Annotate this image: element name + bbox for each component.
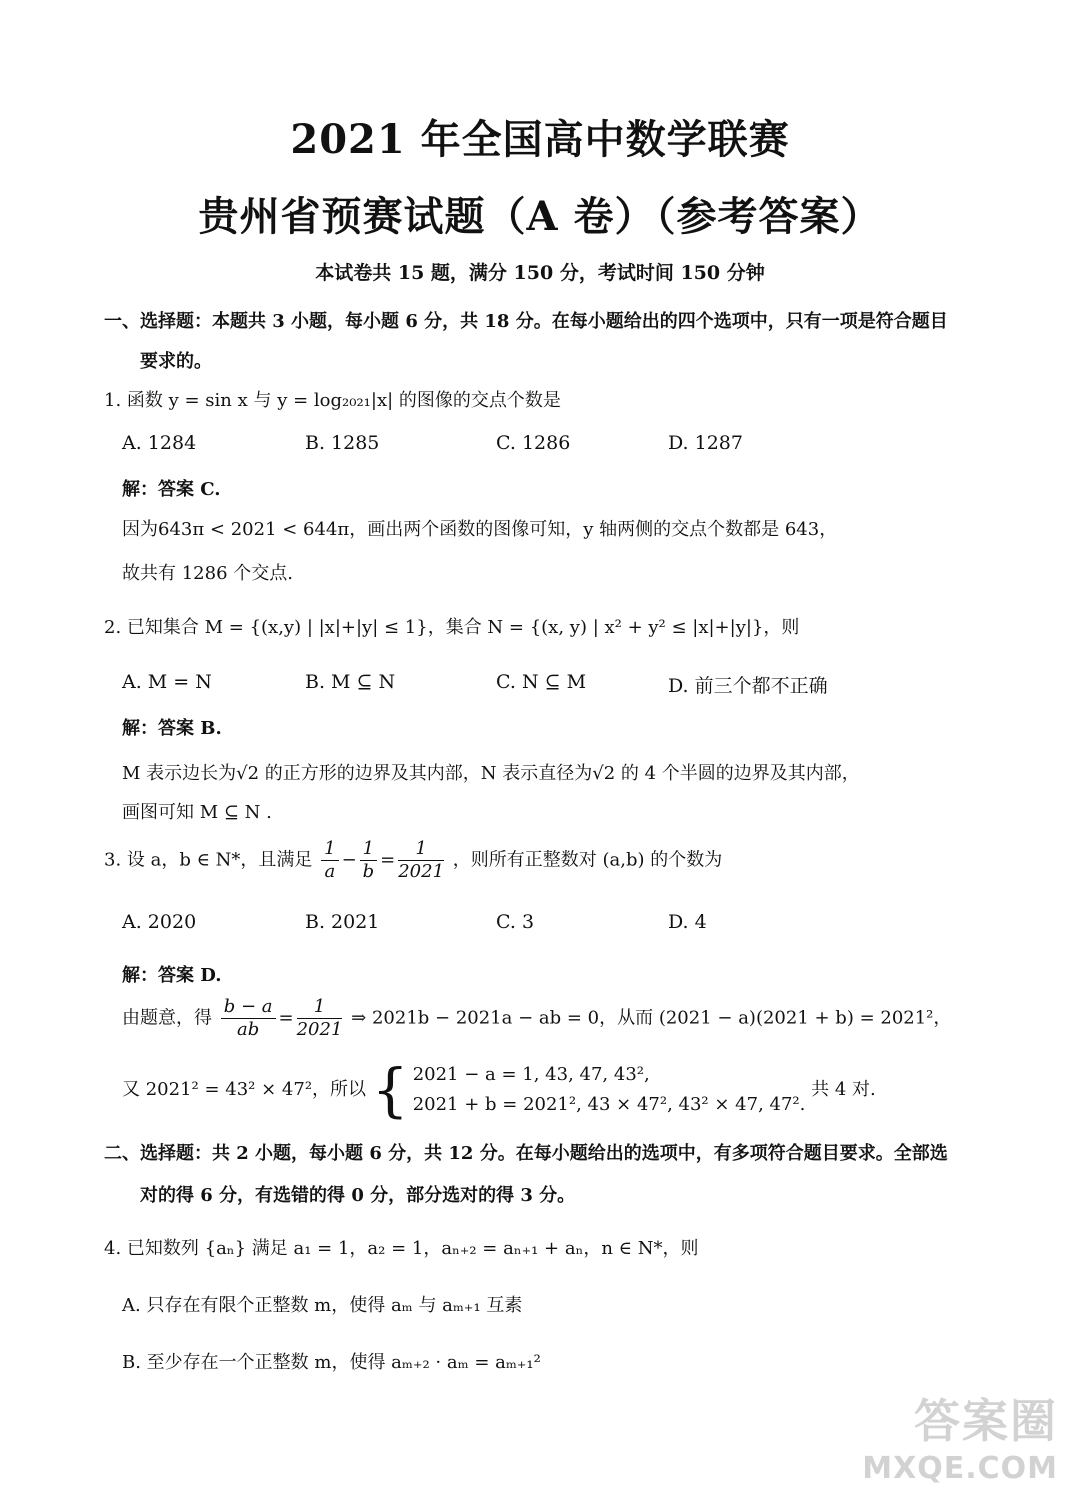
q1-answer: 解：答案 C. <box>122 479 221 500</box>
q3-stem-start: 3. 设 a，b ∈ N*，且满足 <box>104 849 313 871</box>
q2-option-b: B. M ⊆ N <box>305 671 396 693</box>
q1-stem: 1. 函数 y = sin x 与 y = log₂₀₂₁|x| 的图像的交点个数是 <box>104 390 561 411</box>
fraction-1-over-a: $\frac{1}{a}$ <box>321 838 338 883</box>
q1-solution-2: 故共有 1286 个交点. <box>122 563 293 584</box>
q3-option-a: A. 2020 <box>122 911 197 933</box>
q4-option-b: B. 至少存在一个正整数 m，使得 aₘ₊₂ · aₘ = aₘ₊₁² <box>122 1352 541 1373</box>
section-2-line-2: 对的得 6 分，有选错的得 0 分，部分选对的得 3 分。 <box>140 1185 576 1206</box>
system-line-1: 2021 − a = 1, 43, 47, 43², <box>412 1064 650 1085</box>
q1-option-a: A. 1284 <box>122 432 197 454</box>
q3-solution-2-start: 又 2021² = 43² × 47²，所以 <box>122 1079 367 1100</box>
q3-solution-1: 由题意，得 $\frac{b - a}{ab}$ = $\frac{1}{2021}$ ⇒ 2021b − 2021a − ab = 0，从而 (2021 − a)(2021 + b) = 2021²， <box>122 996 952 1040</box>
title-line-1: 2021 年全国高中数学联赛 <box>290 116 790 163</box>
q1-solution-1: 因为643π < 2021 < 644π，画出两个函数的图像可知，y 轴两侧的交点个数都是 643， <box>122 519 838 540</box>
fraction-b-minus-a-over-ab: $\frac{b - a}{ab}$ <box>221 996 276 1041</box>
fraction-1-over-2021: $\frac{1}{2021}$ <box>398 838 445 882</box>
fraction-1-over-2021-b: $\frac{1}{2021}$ <box>296 996 343 1040</box>
section-2-heading <box>104 1134 984 1216</box>
section-2-line-1: 二、选择题：共 2 小题，每小题 6 分，共 12 分。在每小题给出的选项中，有多项符合题目要求。全部选 <box>104 1143 948 1164</box>
q2-solution-1: M 表示边长为√2 的正方形的边界及其内部，N 表示直径为√2 的 4 个半圆的边界及其内部， <box>122 763 860 784</box>
section-1-heading <box>104 302 984 382</box>
q3-solution-2-end: 共 4 对. <box>811 1079 876 1100</box>
section-1-line-1: 一、选择题：本题共 3 小题，每小题 6 分，共 18 分。在每小题给出的四个选项中，只有一项是符合题目 <box>104 311 948 332</box>
fraction-1-over-b: $\frac{1}{b}$ <box>360 838 377 883</box>
equation-system <box>413 1060 806 1120</box>
title-line-2: 贵州省预赛试题（A 卷）（参考答案） <box>198 193 882 240</box>
left-brace: { <box>371 1056 409 1124</box>
q1-option-d: D. 1287 <box>668 432 743 454</box>
q2-option-d: D. 前三个都不正确 <box>668 675 828 697</box>
q1-option-b: B. 1285 <box>305 432 380 454</box>
q3-stem: 3. 设 a，b ∈ N*，且满足 $\frac{1}{a}$ − $\frac{1}{b}$ = $\frac{1}{2021}$ ，则所有正整数对 (a,b) 的个数为 <box>104 838 723 882</box>
system-line-2: 2021 + b = 2021², 43 × 47², 43² × 47, 47². <box>412 1094 806 1115</box>
watermark-url: MXQE.COM <box>862 1451 1058 1486</box>
watermark-logo: 答案圈 <box>914 1394 1058 1448</box>
exam-info: 本试卷共 15 题，满分 150 分，考试时间 150 分钟 <box>315 262 765 284</box>
q4-option-a: A. 只存在有限个正整数 m，使得 aₘ 与 aₘ₊₁ 互素 <box>122 1295 523 1316</box>
q3-stem-end: ，则所有正整数对 (a,b) 的个数为 <box>452 849 723 871</box>
section-1-line-2: 要求的。 <box>140 351 212 372</box>
q3-solution-2 <box>122 1056 876 1124</box>
q3-solution-1-end: ⇒ 2021b − 2021a − ab = 0，从而 (2021 − a)(2021 + b) = 2021²， <box>351 1007 952 1029</box>
q4-stem: 4. 已知数列 {aₙ} 满足 a₁ = 1，a₂ = 1，aₙ₊₂ = aₙ₊₁ + aₙ，n ∈ N*，则 <box>104 1238 699 1259</box>
q3-answer: 解：答案 D. <box>122 965 222 986</box>
watermark <box>862 1385 1058 1486</box>
q2-solution-2: 画图可知 M ⊆ N . <box>122 802 272 823</box>
q3-option-b: B. 2021 <box>305 911 380 933</box>
q3-solution-1-start: 由题意，得 <box>122 1007 212 1029</box>
q2-option-c: C. N ⊆ M <box>496 671 587 693</box>
q2-option-a: A. M = N <box>122 671 212 693</box>
q2-answer: 解：答案 B. <box>122 718 222 739</box>
q3-option-d: D. 4 <box>668 911 707 933</box>
q3-option-c: C. 3 <box>496 911 535 933</box>
q2-stem: 2. 已知集合 M = {(x,y) | |x|+|y| ≤ 1}，集合 N = {(x, y) | x² + y² ≤ |x|+|y|}，则 <box>104 617 800 638</box>
q1-option-c: C. 1286 <box>496 432 571 454</box>
